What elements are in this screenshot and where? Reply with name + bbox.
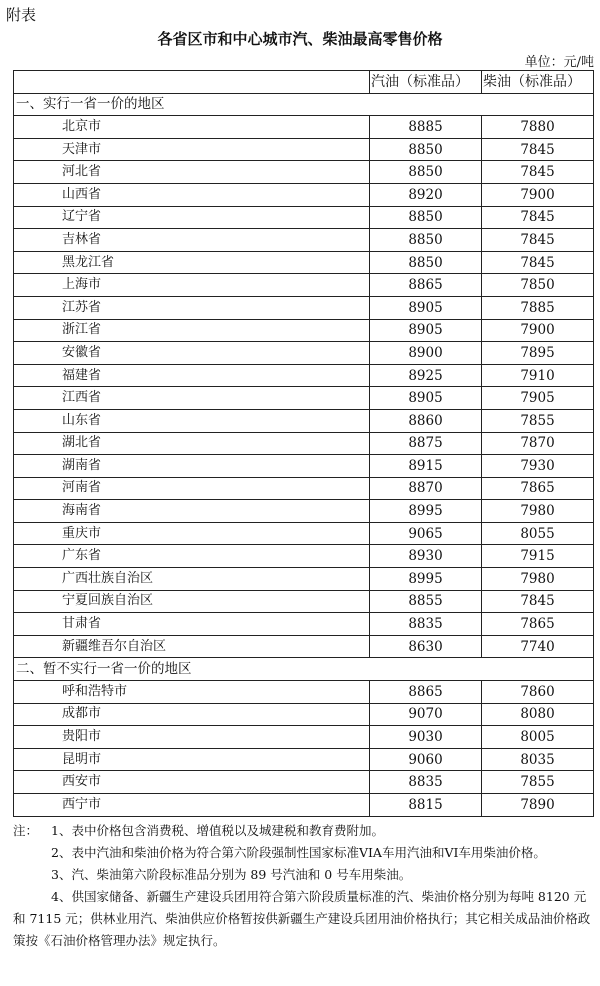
cell-region: 甘肃省 (14, 613, 370, 636)
cell-gasoline: 8835 (370, 613, 482, 636)
cell-region: 广东省 (14, 545, 370, 568)
table-row (14, 748, 594, 771)
section-row (14, 658, 594, 681)
cell-region: 浙江省 (14, 319, 370, 342)
cell-diesel: 8035 (482, 748, 594, 771)
cell-diesel: 7845 (482, 590, 594, 613)
table-row (14, 229, 594, 252)
table-row (14, 274, 594, 297)
table-row (14, 726, 594, 749)
cell-diesel: 7865 (482, 477, 594, 500)
header-diesel: 柴油（标准品） (482, 71, 594, 94)
cell-gasoline: 8905 (370, 387, 482, 410)
cell-gasoline: 8850 (370, 206, 482, 229)
cell-diesel: 8080 (482, 703, 594, 726)
table-body (14, 93, 594, 816)
cell-region: 安徽省 (14, 342, 370, 365)
cell-gasoline: 8925 (370, 364, 482, 387)
notes-prefix: 注： (13, 823, 39, 838)
cell-gasoline: 8995 (370, 500, 482, 523)
header-region (14, 71, 370, 94)
cell-gasoline: 8630 (370, 635, 482, 658)
cell-gasoline: 8900 (370, 342, 482, 365)
table-row (14, 568, 594, 591)
cell-diesel: 7900 (482, 319, 594, 342)
cell-region: 昆明市 (14, 748, 370, 771)
cell-diesel: 7855 (482, 409, 594, 432)
cell-diesel: 8005 (482, 726, 594, 749)
section-title: 一、实行一省一价的地区 (14, 93, 594, 116)
cell-diesel: 7845 (482, 161, 594, 184)
table-row (14, 342, 594, 365)
cell-diesel: 7910 (482, 364, 594, 387)
cell-diesel: 7915 (482, 545, 594, 568)
table-row (14, 455, 594, 478)
cell-diesel: 7885 (482, 296, 594, 319)
cell-region: 海南省 (14, 500, 370, 523)
cell-gasoline: 8920 (370, 183, 482, 206)
cell-gasoline: 8885 (370, 116, 482, 139)
cell-region: 贵阳市 (14, 726, 370, 749)
cell-gasoline: 8875 (370, 432, 482, 455)
price-table (13, 70, 594, 817)
cell-diesel: 7860 (482, 681, 594, 704)
cell-gasoline: 8930 (370, 545, 482, 568)
cell-region: 山东省 (14, 409, 370, 432)
table-row (14, 364, 594, 387)
cell-region: 江苏省 (14, 296, 370, 319)
table-row (14, 500, 594, 523)
cell-diesel: 7930 (482, 455, 594, 478)
table-row (14, 522, 594, 545)
document-title: 各省区市和中心城市汽、柴油最高零售价格 (157, 30, 443, 48)
cell-gasoline: 8850 (370, 138, 482, 161)
cell-gasoline: 8995 (370, 568, 482, 591)
notes (13, 820, 591, 952)
cell-region: 山西省 (14, 183, 370, 206)
table-row (14, 138, 594, 161)
cell-region: 西安市 (14, 771, 370, 794)
table-row (14, 794, 594, 817)
cell-gasoline: 8850 (370, 229, 482, 252)
cell-gasoline: 9065 (370, 522, 482, 545)
cell-diesel: 7895 (482, 342, 594, 365)
cell-gasoline: 8905 (370, 319, 482, 342)
table-row (14, 183, 594, 206)
section-title: 二、暂不实行一省一价的地区 (14, 658, 594, 681)
cell-region: 上海市 (14, 274, 370, 297)
cell-region: 宁夏回族自治区 (14, 590, 370, 613)
note-item: 3、汽、柴油第六阶段标准品分别为 89 号汽油和 0 号车用柴油。 (51, 867, 412, 882)
cell-region: 新疆维吾尔自治区 (14, 635, 370, 658)
appendix-label: 附表 (6, 6, 37, 24)
table-row (14, 387, 594, 410)
cell-region: 河北省 (14, 161, 370, 184)
cell-region: 黑龙江省 (14, 251, 370, 274)
cell-region: 湖北省 (14, 432, 370, 455)
table-row (14, 116, 594, 139)
table-header-row (14, 71, 594, 94)
table-row (14, 590, 594, 613)
table-row (14, 409, 594, 432)
cell-region: 辽宁省 (14, 206, 370, 229)
table-row (14, 703, 594, 726)
cell-diesel: 7900 (482, 183, 594, 206)
table-row (14, 251, 594, 274)
note-text: 1、表中价格包含消费税、增值税以及城建税和教育费附加。 (51, 823, 384, 838)
cell-gasoline: 8860 (370, 409, 482, 432)
cell-region: 呼和浩特市 (14, 681, 370, 704)
cell-region: 湖南省 (14, 455, 370, 478)
cell-region: 成都市 (14, 703, 370, 726)
cell-region: 天津市 (14, 138, 370, 161)
cell-region: 福建省 (14, 364, 370, 387)
section-row (14, 93, 594, 116)
cell-diesel: 7855 (482, 771, 594, 794)
cell-diesel: 7905 (482, 387, 594, 410)
cell-diesel: 7890 (482, 794, 594, 817)
cell-diesel: 7880 (482, 116, 594, 139)
cell-diesel: 7870 (482, 432, 594, 455)
cell-region: 西宁市 (14, 794, 370, 817)
cell-gasoline: 8915 (370, 455, 482, 478)
header-gasoline: 汽油（标准品） (370, 71, 482, 94)
cell-region: 河南省 (14, 477, 370, 500)
cell-diesel: 7865 (482, 613, 594, 636)
table-row (14, 613, 594, 636)
table-row (14, 771, 594, 794)
table-row (14, 319, 594, 342)
cell-gasoline: 8905 (370, 296, 482, 319)
cell-gasoline: 8870 (370, 477, 482, 500)
cell-diesel: 7980 (482, 568, 594, 591)
unit-label: 单位：元/吨 (524, 55, 594, 70)
cell-gasoline: 8855 (370, 590, 482, 613)
cell-gasoline: 9070 (370, 703, 482, 726)
table-row (14, 681, 594, 704)
cell-gasoline: 9030 (370, 726, 482, 749)
cell-gasoline: 8850 (370, 161, 482, 184)
cell-region: 江西省 (14, 387, 370, 410)
cell-diesel: 7845 (482, 206, 594, 229)
cell-gasoline: 8865 (370, 274, 482, 297)
cell-region: 吉林省 (14, 229, 370, 252)
table-row (14, 545, 594, 568)
cell-diesel: 7850 (482, 274, 594, 297)
table-row (14, 432, 594, 455)
cell-diesel: 7845 (482, 251, 594, 274)
cell-diesel: 7740 (482, 635, 594, 658)
cell-gasoline: 8835 (370, 771, 482, 794)
table-row (14, 161, 594, 184)
cell-gasoline: 9060 (370, 748, 482, 771)
table-row (14, 477, 594, 500)
cell-diesel: 7845 (482, 229, 594, 252)
cell-gasoline: 8815 (370, 794, 482, 817)
cell-diesel: 8055 (482, 522, 594, 545)
cell-diesel: 7980 (482, 500, 594, 523)
table-row (14, 635, 594, 658)
note-item (13, 820, 591, 842)
cell-gasoline: 8865 (370, 681, 482, 704)
cell-region: 广西壮族自治区 (14, 568, 370, 591)
cell-gasoline: 8850 (370, 251, 482, 274)
cell-region: 重庆市 (14, 522, 370, 545)
table-row (14, 296, 594, 319)
table-row (14, 206, 594, 229)
cell-diesel: 7845 (482, 138, 594, 161)
note-item: 2、表中汽油和柴油价格为符合第六阶段强制性国家标准VIA车用汽油和VI车用柴油价格。 (51, 845, 546, 860)
cell-region: 北京市 (14, 116, 370, 139)
note-item: 4、供国家储备、新疆生产建设兵团用符合第六阶段质量标准的汽、柴油价格分别为每吨 8120 元和 7115 元；供林业用汽、柴油供应价格暂按供新疆生产建设兵团用油价格执行；其它相关成品油价格政策按《石油价格管理办法》规定执行。 (13, 889, 591, 948)
